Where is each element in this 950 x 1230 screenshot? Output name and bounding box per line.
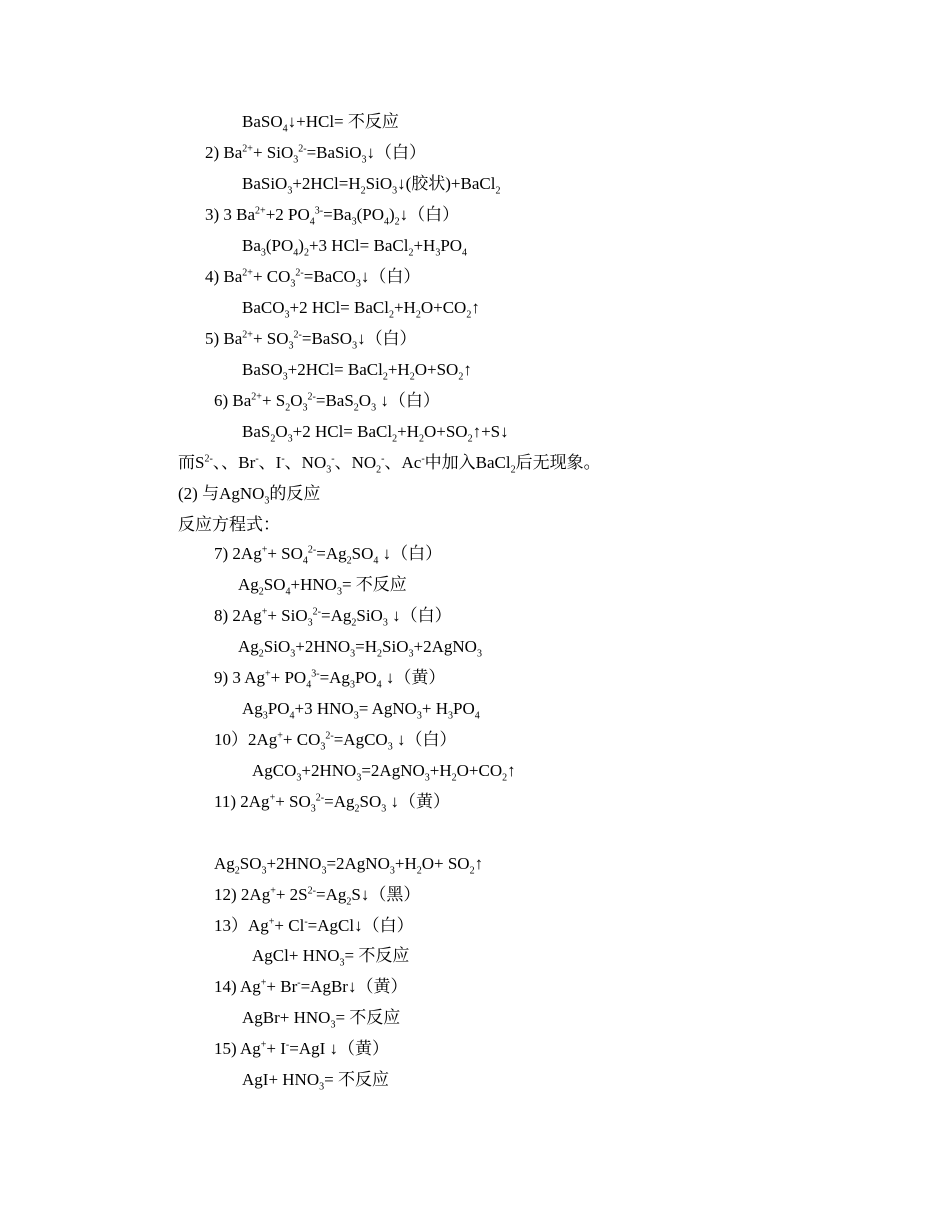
text-line (178, 453, 601, 476)
text-segment: +H (397, 422, 419, 441)
subscript: 3 (302, 402, 308, 414)
text-line (205, 143, 427, 166)
subscript: 2 (451, 772, 457, 784)
text-segment: 14) Ag (214, 977, 261, 996)
subscript: 2 (258, 648, 264, 660)
subscript: 2 (418, 433, 424, 445)
text-segment: ↑+S↓ (472, 422, 509, 441)
text-segment: BaSiO (242, 174, 288, 193)
text-segment: +2HNO (266, 854, 322, 873)
text-line (178, 484, 321, 507)
text-segment: O+SO (414, 360, 459, 379)
subscript: 2 (392, 433, 398, 445)
subscript: 4 (289, 710, 295, 722)
subscript: 2 (495, 185, 501, 197)
superscript: + (260, 1039, 267, 1051)
text-segment: PO (453, 699, 475, 718)
superscript: 2- (307, 885, 316, 897)
superscript: 2- (307, 391, 316, 403)
text-segment: 6) Ba (214, 391, 252, 410)
text-segment: =Ag (315, 885, 347, 904)
subscript: 3 (260, 247, 266, 259)
text-segment: O+SO (423, 422, 468, 441)
subscript: 3 (284, 309, 290, 321)
superscript: 2- (325, 730, 334, 742)
subscript: 3 (371, 402, 377, 414)
text-segment: + CO (282, 730, 321, 749)
text-segment: SO (351, 544, 374, 563)
text-segment: ) (389, 205, 395, 224)
text-segment: ↓（黄） (386, 792, 450, 811)
text-segment: +2 HCl= BaCl (292, 422, 393, 441)
subscript: 3 (389, 865, 395, 877)
text-line (214, 977, 407, 997)
text-segment: = AgNO (358, 699, 417, 718)
text-segment: BaCO (242, 298, 285, 317)
subscript: 4 (384, 216, 389, 228)
text-segment: ↑ (474, 854, 484, 873)
superscript: 3- (311, 668, 320, 680)
text-segment: =BaSiO (306, 143, 362, 162)
text-segment: +H (393, 298, 416, 317)
text-line (242, 699, 480, 722)
text-segment: 、Ac (384, 453, 422, 472)
text-segment: Ag (242, 699, 263, 718)
text-segment: + SiO (267, 606, 308, 625)
text-segment: 10）2Ag (214, 730, 278, 749)
subscript: 4 (474, 710, 480, 722)
text-segment: ↓（白） (366, 143, 427, 162)
subscript: 2 (409, 371, 415, 383)
text-segment: =Ag (319, 668, 350, 687)
superscript: + (261, 606, 268, 618)
text-line (214, 916, 414, 936)
text-segment: 12) 2Ag (214, 885, 271, 904)
subscript: 3 (448, 710, 454, 722)
subscript: 3 (287, 185, 293, 197)
text-segment: =BaSO (301, 329, 353, 348)
text-segment: Ag (238, 637, 259, 656)
subscript: 2 (376, 464, 382, 476)
text-segment: +H (413, 236, 436, 255)
superscript: - (285, 1039, 290, 1051)
text-segment: = 不反应 (341, 575, 407, 594)
text-segment: PO (440, 236, 463, 255)
subscript: 3 (387, 741, 393, 753)
text-line (238, 637, 482, 660)
superscript: + (261, 544, 268, 556)
text-segment: 而S (178, 453, 205, 472)
superscript: + (268, 916, 275, 928)
superscript: + (270, 885, 276, 897)
subscript: 3 (290, 648, 296, 660)
text-line (214, 885, 421, 908)
superscript: 2+ (242, 329, 253, 341)
text-segment: =Ag (320, 606, 352, 625)
text-segment: ↓（白） (376, 391, 440, 410)
text-segment: O (275, 422, 288, 441)
subscript: 2 (466, 309, 472, 321)
text-line (214, 668, 446, 691)
text-line (252, 761, 516, 784)
text-segment: + SO (275, 792, 311, 811)
subscript: 3 (356, 772, 362, 784)
text-segment: 中加入BaCl (424, 453, 511, 472)
subscript: 2 (394, 216, 400, 228)
subscript: 3 (382, 617, 388, 629)
text-segment: ↓（白） (378, 544, 443, 563)
text-segment: ↓（白） (399, 205, 460, 224)
subscript: 3 (351, 216, 357, 228)
text-line (214, 792, 450, 815)
text-segment: +2 PO (265, 205, 310, 224)
text-line (242, 236, 468, 259)
subscript: 3 (350, 648, 356, 660)
subscript: 2 (377, 648, 383, 660)
subscript: 2 (234, 865, 240, 877)
text-line (242, 1008, 401, 1031)
text-segment: PO (354, 668, 377, 687)
subscript: 2 (502, 772, 508, 784)
superscript: - (304, 916, 308, 928)
text-segment: 5) Ba (205, 329, 243, 348)
text-segment: +2AgNO (413, 637, 477, 656)
subscript: 2 (346, 896, 352, 908)
superscript: - (297, 977, 301, 989)
text-line (242, 112, 399, 135)
text-segment: + 2S (275, 885, 308, 904)
text-segment: AgCO (252, 761, 297, 780)
subscript: 2 (354, 803, 360, 815)
subscript: 4 (282, 123, 288, 135)
subscript: 4 (373, 555, 379, 567)
text-segment: Ba (242, 236, 261, 255)
text-segment: =Ba (323, 205, 352, 224)
superscript: 2- (312, 606, 321, 618)
text-segment: Ag (238, 575, 259, 594)
text-segment: + SiO (252, 143, 294, 162)
text-segment: ) (298, 236, 304, 255)
subscript: 4 (376, 679, 382, 691)
subscript: 3 (287, 433, 293, 445)
text-segment: + PO (270, 668, 307, 687)
text-line (205, 205, 460, 228)
text-segment: + CO (252, 267, 291, 286)
text-segment: ↑ (507, 761, 516, 780)
subscript: 3 (349, 679, 355, 691)
text-segment: +H (394, 854, 417, 873)
text-segment: SiO (365, 174, 393, 193)
text-line (214, 1039, 389, 1059)
text-segment: =BaCO (303, 267, 356, 286)
superscript: 2+ (242, 143, 253, 155)
subscript: 2 (415, 309, 421, 321)
subscript: 4 (302, 555, 308, 567)
text-segment: SO (263, 575, 286, 594)
superscript: - (421, 453, 425, 465)
superscript: 2- (204, 453, 213, 465)
text-segment: SiO (263, 637, 291, 656)
subscript: 2 (382, 371, 388, 383)
text-segment: = 不反应 (344, 946, 410, 965)
superscript: 2- (295, 267, 304, 279)
superscript: - (255, 453, 259, 465)
text-segment: 4) Ba (205, 267, 243, 286)
text-line (214, 854, 484, 877)
text-segment: (PO (265, 236, 294, 255)
subscript: 3 (330, 1019, 336, 1031)
text-segment: +2HNO (295, 637, 351, 656)
text-line (242, 422, 509, 445)
subscript: 3 (352, 340, 358, 352)
text-segment: SO (359, 792, 382, 811)
text-segment: 13）Ag (214, 916, 269, 935)
superscript: + (260, 977, 267, 989)
text-segment: 的反应 (269, 484, 321, 503)
text-segment: ↓（白） (392, 730, 457, 749)
text-line (214, 544, 443, 567)
text-segment: BaSO (242, 360, 283, 379)
text-segment: 、I (258, 453, 282, 472)
superscript: 2- (293, 329, 302, 341)
subscript: 3 (264, 495, 270, 507)
subscript: 2 (353, 402, 359, 414)
subscript: 3 (262, 710, 268, 722)
superscript: + (265, 668, 271, 680)
subscript: 4 (462, 247, 468, 259)
text-segment: 、NO (334, 453, 377, 472)
text-segment: S↓（黑） (351, 885, 421, 904)
text-segment: +HNO (290, 575, 337, 594)
text-line (205, 329, 417, 352)
text-segment: = 不反应 (335, 1008, 401, 1027)
subscript: 2 (303, 247, 309, 259)
text-segment: =BaS (315, 391, 354, 410)
subscript: 3 (288, 340, 294, 352)
text-segment: =2AgNO (361, 761, 425, 780)
text-segment: 7) 2Ag (214, 544, 262, 563)
text-segment: + Cl (274, 916, 305, 935)
text-segment: =H (355, 637, 378, 656)
subscript: 3 (476, 648, 482, 660)
text-segment: 9) 3 Ag (214, 668, 265, 687)
text-segment: + Br (266, 977, 298, 996)
text-segment: (2) 与AgNO (178, 484, 265, 503)
text-segment: ↓（白） (360, 267, 421, 286)
superscript: + (277, 730, 283, 742)
subscript: 3 (392, 185, 398, 197)
text-line (214, 730, 457, 753)
superscript: - (381, 453, 385, 465)
text-line (242, 174, 501, 197)
text-segment: AgCl+ HNO (252, 946, 340, 965)
text-segment: =AgI ↓（黄） (289, 1039, 390, 1058)
superscript: - (281, 453, 285, 465)
subscript: 3 (293, 154, 299, 166)
text-segment: =AgCl↓（白） (307, 916, 414, 935)
text-segment: +2HNO (301, 761, 357, 780)
text-segment: Ag (214, 854, 235, 873)
text-segment: 8) 2Ag (214, 606, 262, 625)
superscript: 2+ (255, 205, 266, 217)
text-segment: 、、Br (212, 453, 256, 472)
superscript: 2- (298, 143, 307, 155)
text-segment: AgI+ HNO (242, 1070, 320, 1089)
subscript: 3 (296, 772, 302, 784)
text-segment: =Ag (316, 544, 347, 563)
text-segment: 11) 2Ag (214, 792, 270, 811)
superscript: - (331, 453, 335, 465)
superscript: 2- (307, 544, 317, 556)
text-segment: SiO (356, 606, 383, 625)
text-segment: ↓（白） (357, 329, 417, 348)
text-segment: =AgBr↓（黄） (300, 977, 408, 996)
text-line (238, 575, 407, 598)
text-segment: SO (239, 854, 262, 873)
subscript: 4 (285, 586, 291, 598)
subscript: 3 (435, 247, 441, 259)
text-segment: + H (421, 699, 449, 718)
text-line (242, 360, 472, 383)
subscript: 3 (339, 957, 345, 969)
text-segment: ↓+HCl= 不反应 (287, 112, 399, 131)
subscript: 3 (336, 586, 342, 598)
text-line (214, 391, 440, 414)
text-segment: ↓（白） (387, 606, 452, 625)
text-segment: 反应方程式： (178, 515, 280, 534)
subscript: 2 (258, 586, 264, 598)
subscript: 4 (293, 247, 299, 259)
text-segment: BaS (242, 422, 271, 441)
text-segment: ↓（黄） (381, 668, 446, 687)
text-segment: + I (266, 1039, 286, 1058)
subscript: 2 (285, 402, 291, 414)
superscript: + (269, 792, 276, 804)
superscript: 3- (314, 205, 324, 217)
subscript: 2 (388, 309, 394, 321)
subscript: 2 (510, 464, 516, 476)
subscript: 2 (469, 865, 475, 877)
text-segment: AgBr+ HNO (242, 1008, 331, 1027)
text-segment: 后无现象。 (515, 453, 601, 472)
superscript: 2+ (251, 391, 262, 403)
subscript: 3 (381, 803, 387, 815)
text-segment: (PO (356, 205, 384, 224)
text-segment: + S (261, 391, 286, 410)
text-segment: =2AgNO (326, 854, 390, 873)
text-segment: = 不反应 (324, 1070, 389, 1089)
subscript: 4 (309, 216, 315, 228)
subscript: 2 (351, 617, 357, 629)
text-segment: ↓(胶状)+BaCl (397, 174, 496, 193)
text-segment: =AgCO (333, 730, 388, 749)
text-segment: O+CO (420, 298, 467, 317)
text-line (242, 1070, 389, 1093)
subscript: 3 (326, 464, 332, 476)
subscript: 2 (270, 433, 276, 445)
text-segment: O+CO (456, 761, 503, 780)
subscript: 3 (355, 278, 361, 290)
text-line (178, 515, 280, 535)
text-segment: PO (267, 699, 290, 718)
text-segment: +3 HCl= BaCl (308, 236, 409, 255)
text-segment: ↑ (463, 360, 472, 379)
subscript: 3 (282, 371, 288, 383)
text-segment: O (358, 391, 372, 410)
text-segment: + SO (252, 329, 289, 348)
subscript: 3 (261, 865, 267, 877)
subscript: 2 (467, 433, 473, 445)
subscript: 3 (361, 154, 367, 166)
subscript: 2 (416, 865, 422, 877)
text-line (242, 298, 480, 321)
text-segment: 2) Ba (205, 143, 243, 162)
text-segment: BaSO (242, 112, 283, 131)
subscript: 3 (320, 741, 326, 753)
superscript: 2- (315, 792, 325, 804)
superscript: 2+ (242, 267, 253, 279)
text-segment: O (290, 391, 303, 410)
subscript: 3 (408, 648, 414, 660)
subscript: 3 (310, 803, 316, 815)
text-segment: +H (387, 360, 410, 379)
text-line (205, 267, 421, 290)
text-segment: +2 HCl= BaCl (289, 298, 389, 317)
subscript: 3 (416, 710, 422, 722)
text-segment: SiO (382, 637, 409, 656)
text-line (252, 946, 410, 969)
subscript: 2 (360, 185, 366, 197)
text-segment: +H (429, 761, 452, 780)
subscript: 3 (319, 1081, 325, 1093)
text-line (214, 606, 452, 629)
subscript: 2 (346, 555, 352, 567)
subscript: 4 (306, 679, 312, 691)
text-segment: 3) 3 Ba (205, 205, 256, 224)
text-segment: +2HCl=H (292, 174, 361, 193)
subscript: 3 (307, 617, 313, 629)
subscript: 2 (408, 247, 414, 259)
text-segment: ↑ (471, 298, 480, 317)
subscript: 2 (458, 371, 464, 383)
text-segment: + SO (267, 544, 303, 563)
text-segment: O+ SO (421, 854, 470, 873)
text-segment: +2HCl= BaCl (287, 360, 383, 379)
subscript: 3 (424, 772, 430, 784)
text-segment: 15) Ag (214, 1039, 261, 1058)
subscript: 3 (353, 710, 359, 722)
subscript: 3 (290, 278, 296, 290)
text-segment: +3 HNO (294, 699, 354, 718)
text-segment: 、NO (284, 453, 327, 472)
text-segment: =Ag (324, 792, 355, 811)
subscript: 3 (321, 865, 327, 877)
